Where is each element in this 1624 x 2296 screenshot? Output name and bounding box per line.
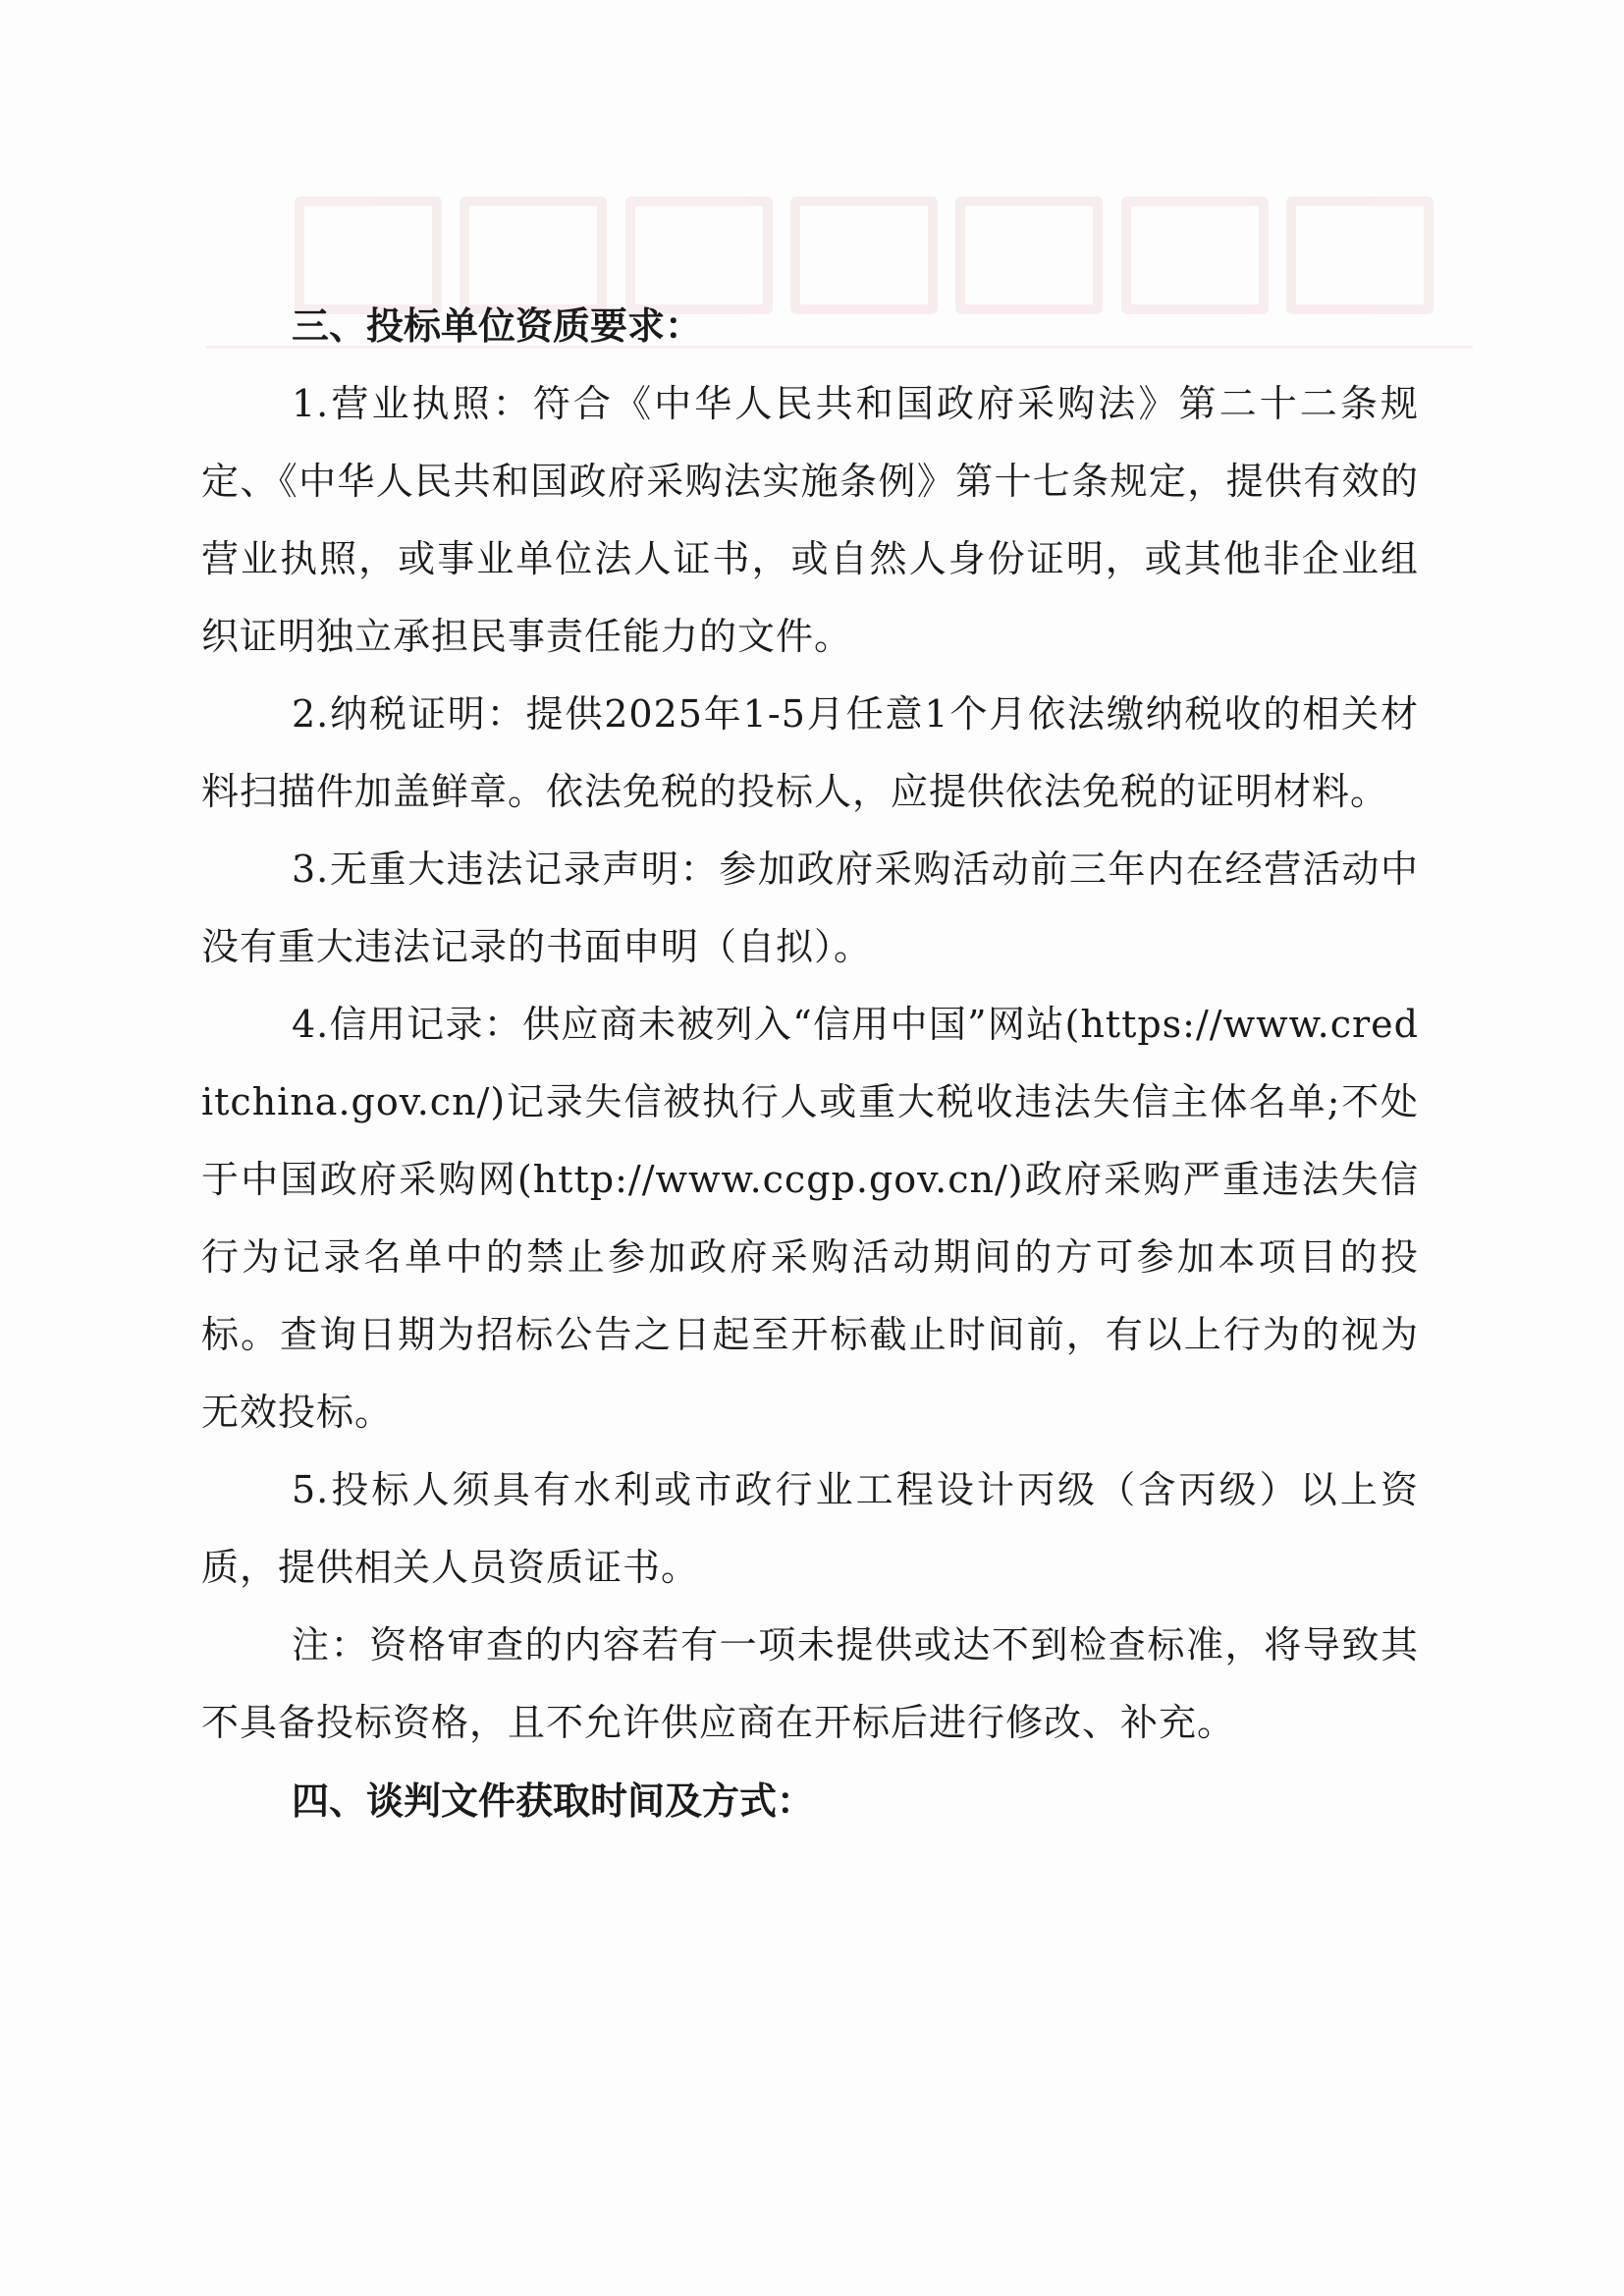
section-four-heading: 四、谈判文件获取时间及方式： xyxy=(292,1778,815,1823)
requirement-credit-record: 4.信用记录：供应商未被列入“信用中国”网站(https://www.creditchina.gov.cn/)记录失信被执行人或重大税收违法失信主体名单;不处于中国政府采购网(http://www.ccgp.gov.cn/)政府采购严重违法失信行为记录名单中的禁止参加政府采购活动期间的方可参加本项目的投标。查询日期为招标公告之日起至开标截止时间前，有以上行为的视为无效投标。 xyxy=(201,1003,1419,1434)
document-body xyxy=(201,287,1419,1840)
section-three-heading: 三、投标单位资质要求： xyxy=(292,303,703,348)
requirement-business-license: 1.营业执照：符合《中华人民共和国政府采购法》第二十二条规定、《中华人民共和国政府采购法实施条例》第十七条规定，提供有效的营业执照，或事业单位法人证书，或自然人身份证明，或其他非企业组织证明独立承担民事责任能力的文件。 xyxy=(201,382,1419,658)
requirement-qualification-level: 5.投标人须具有水利或市政行业工程设计丙级（含丙级）以上资质，提供相关人员资质证书。 xyxy=(201,1468,1419,1589)
requirement-tax-proof: 2.纳税证明：提供2025年1-5月任意1个月依法缴纳税收的相关材料扫描件加盖鲜章。依法免税的投标人，应提供依法免税的证明材料。 xyxy=(201,692,1419,813)
requirement-no-violation-statement: 3.无重大违法记录声明：参加政府采购活动前三年内在经营活动中没有重大违法记录的书面申明（自拟）。 xyxy=(201,847,1419,968)
qualification-note: 注：资格审查的内容若有一项未提供或达不到检查标准，将导致其不具备投标资格，且不允许供应商在开标后进行修改、补充。 xyxy=(201,1623,1419,1744)
